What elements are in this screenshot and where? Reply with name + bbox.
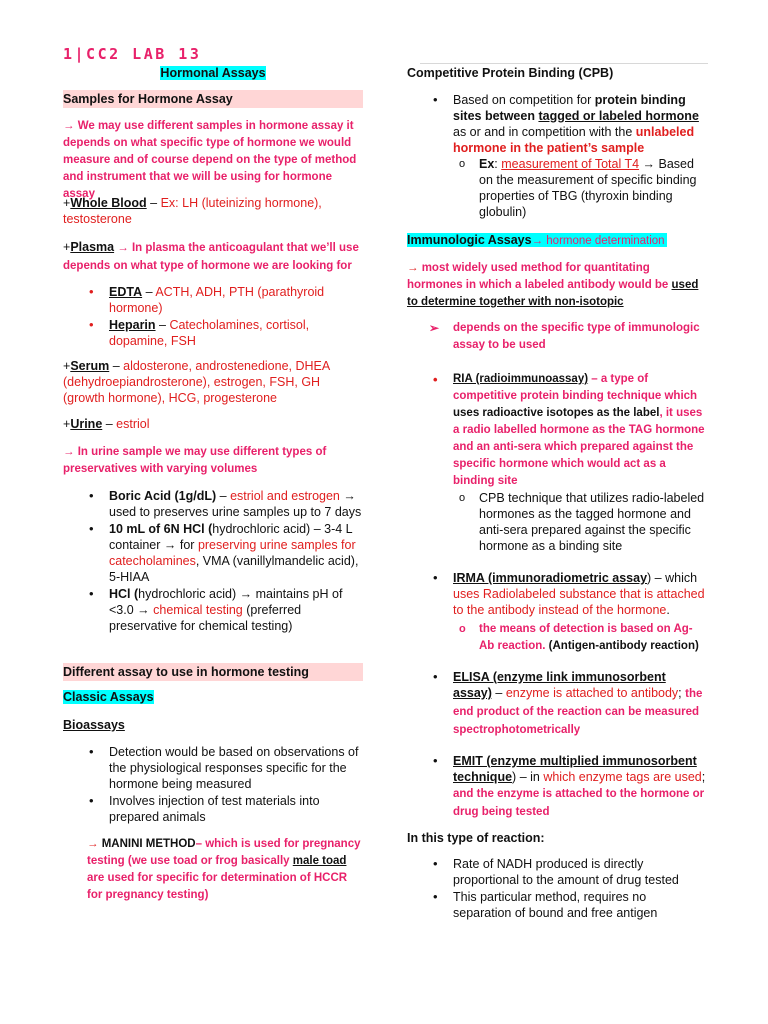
manini-method [63, 836, 363, 904]
ria-label: RIA (radioimmunoassay) [453, 373, 589, 385]
list-item [479, 156, 707, 220]
heparin-text: Catecholamines, cortisol, dopamine, FSH [109, 318, 310, 348]
different-assay-bar: Different assay to use in hormone testing [63, 663, 363, 681]
edta-text: ACTH, ADH, PTH (parathyroid hormone) [109, 285, 325, 315]
whole-blood-label: Whole Blood [70, 196, 147, 210]
edta-label: EDTA [109, 285, 143, 299]
depends-text: depends on the specific type of immunologic assay to be used [453, 322, 700, 351]
manini-text-2: are used for specific for determination of HCCR for pregnancy testing) [87, 872, 348, 901]
whole-blood [63, 195, 363, 227]
urine [63, 416, 363, 432]
serum-text: aldosterone, androstenedione, DHEA (dehydroepiandrosterone), estrogen, FSH, GH (growth hormone), HCG, progesterone [63, 359, 330, 405]
ria-text: – a type of competitive protein binding technique which [453, 373, 698, 402]
list-item [453, 371, 707, 554]
ria-text-2: , it uses a radio labelled hormone as the TAG hormone and an anti-sera which prepared against the specific hormone which would act as a binding site [453, 407, 705, 487]
arrow-icon: → [114, 242, 132, 254]
emit-block [407, 753, 707, 821]
hcl6n-text: hydrochloric acid) – 3-4 L container → for [109, 522, 353, 552]
hcl-rest: (preferred preservative for chemical testing) [109, 603, 302, 633]
serum [63, 358, 363, 406]
arrow-icon: → [87, 838, 102, 850]
urine-text: estriol [116, 417, 150, 431]
elisa-pink: the end product of the reaction can be measured spectrophotometrically [453, 688, 703, 736]
plasma [63, 239, 363, 275]
list-item [109, 521, 363, 585]
boric-label: Boric Acid (1g/dL) [109, 489, 217, 503]
boric-rest: → used to preserves urine samples up to 7 days [109, 489, 362, 519]
list-item: • Detection would be based on observations of the physiological responses specific for the hormone being measured [109, 744, 363, 792]
plasma-text: In plasma the anticoagulant that we’ll use depends on what type of hormone we are looking for [63, 242, 359, 272]
immunologic-label: Immunologic Assays [407, 233, 532, 247]
immunologic-note-text: most widely used method for quantitating hormones in which a labeled antibody would be [407, 262, 672, 291]
samples-bar: Samples for Hormone Assay [63, 90, 363, 108]
hcl6n-red: preserving urine samples for catecholamines [109, 538, 356, 568]
cpb-title: Competitive Protein Binding (CPB) [407, 66, 614, 80]
hcl-text: hydrochloric acid) [138, 587, 240, 601]
paren: ) [512, 770, 517, 784]
arrow-icon: → [531, 235, 544, 247]
list-item [109, 284, 363, 316]
dash: – [146, 196, 161, 210]
list-item: • This particular method, requires no separation of bound and free antigen [453, 889, 707, 921]
cpb-tagged: tagged or labeled hormone [538, 109, 699, 123]
immunologic-row [407, 232, 707, 250]
semicolon: ; [678, 686, 686, 700]
immunologic-note [407, 260, 707, 311]
cpb-unlabeled: unlabeled hormone in the patient’s sample [453, 125, 695, 155]
manini-text: – which is used for pregnancy testing (we use toad or frog basically [87, 838, 361, 867]
list-item: • Involves injection of test materials into prepared animals [109, 793, 363, 825]
page-header: 1|CC2 LAB 13 [63, 45, 202, 63]
list-item: o CPB technique that utilizes radio-labeled hormones as the tagged hormone and anti-sera prepared against the specific hormone as a binding site [479, 490, 707, 554]
header-rule [420, 63, 708, 64]
dash: – [142, 285, 156, 299]
plasma-list [63, 284, 363, 349]
hcl-text-2: → maintains pH of <3.0 → [109, 587, 343, 617]
colon: : [494, 157, 502, 171]
plus-sign: + [63, 196, 71, 210]
dash: – [109, 359, 124, 373]
immunologic-note-black: used to determine together with non-isotopic [407, 279, 699, 308]
hormonal-assays-title: Hormonal Assays [160, 66, 266, 80]
emit-red: which enzyme tags are used [543, 770, 702, 784]
classic-assays-row [63, 689, 363, 705]
hcl6n-rest: , VMA (vanillylmandelic acid), 5-HIAA [109, 554, 359, 584]
bioassays-list [63, 744, 363, 825]
irma-sub-pink: the means of detection is based on Ag-Ab reaction. [479, 623, 693, 652]
elisa-block [407, 669, 707, 739]
list-item [109, 488, 363, 520]
plus-sign: + [63, 417, 71, 431]
samples-intro-text: We may use different samples in hormone assay it depends on what specific type of hormone we would measure and of course depend on the type of method and instrument that we will be using for hormone assay [63, 120, 357, 200]
plus-sign: + [63, 359, 71, 373]
irma-label: IRMA (immunoradiometric assay [453, 571, 648, 585]
reaction-title: In this type of reaction: [407, 831, 545, 845]
list-item [109, 317, 363, 349]
cpb-text: Based on competition for [453, 93, 595, 107]
manini-label: MANINI METHOD [101, 838, 196, 850]
irma-block [407, 570, 707, 655]
list-item [453, 570, 707, 655]
bioassays-heading: Bioassays [63, 718, 125, 732]
plasma-label: Plasma [70, 240, 115, 254]
urine-note [63, 444, 363, 478]
plus-sign: + [63, 240, 71, 254]
classic-assays-heading: Classic Assays [63, 690, 154, 704]
dash: – [102, 417, 117, 431]
whole-blood-text: Ex: LH (luteinizing hormone), testosterone [63, 196, 322, 226]
irma-sub-black: (Antigen-antibody reaction) [545, 640, 699, 652]
emit-label: EMIT (enzyme multiplied immunosorbent technique [453, 754, 697, 784]
list-item [109, 586, 363, 634]
ex-label: Ex [479, 157, 495, 171]
dash: – [491, 686, 506, 700]
arrow-icon: → [407, 262, 422, 274]
hcl-red: chemical testing [153, 603, 243, 617]
boric-red: estriol and estrogen [230, 489, 340, 503]
ria-block [407, 371, 707, 554]
cpb-text-2: as or and in competition with the [453, 125, 636, 139]
tbg-text: → Based on the measurement of specific binding properties of TBG (thyroxin binding globulin) [479, 157, 697, 219]
hormonal-assays-title-row [63, 65, 363, 81]
immunologic-text: hormone determination [543, 235, 665, 247]
list-item [453, 669, 707, 739]
dash: – [216, 489, 231, 503]
hcl-label: HCl ( [109, 587, 139, 601]
hcl6n-label: 10 mL of 6N HCl ( [109, 522, 213, 536]
male-toad: male toad [292, 855, 347, 867]
arrow-icon: → [63, 446, 75, 458]
dash: – [155, 318, 170, 332]
total-t4: measurement of Total T4 [501, 157, 640, 171]
urine-note-text: In urine sample we may use different types of preservatives with varying volumes [63, 446, 327, 475]
list-item [479, 621, 707, 655]
urine-list [63, 488, 363, 634]
samples-intro [63, 118, 363, 203]
emit-text: – in [516, 770, 544, 784]
list-item: • Rate of NADH produced is directly proportional to the amount of drug tested [453, 856, 707, 888]
ria-black: uses radioactive isotopes as the label [453, 407, 660, 419]
irma-text: – which [651, 571, 698, 585]
arrowhead-icon: ➢ [429, 321, 440, 335]
depends-note [407, 320, 707, 354]
heparin-label: Heparin [109, 318, 156, 332]
semicolon: ; [701, 770, 706, 784]
period: . [666, 603, 670, 617]
immunologic-heading [407, 233, 667, 247]
list-item [453, 92, 707, 220]
cpb-bold: protein binding sites between [453, 93, 686, 123]
emit-pink: and the enzyme is attached to the hormone or drug being tested [453, 788, 705, 818]
paren: ) [647, 571, 652, 585]
arrow-icon: → [63, 120, 75, 132]
cpb-list [407, 92, 707, 220]
elisa-red: enzyme is attached to antibody [505, 686, 679, 700]
elisa-label: ELISA (enzyme link immunosorbent assay) [453, 670, 666, 700]
list-item [453, 753, 707, 821]
reaction-list [407, 856, 707, 921]
irma-red: uses Radiolabeled substance that is attached to the antibody instead of the hormone [453, 587, 705, 617]
urine-label: Urine [70, 417, 103, 431]
serum-label: Serum [70, 359, 110, 373]
